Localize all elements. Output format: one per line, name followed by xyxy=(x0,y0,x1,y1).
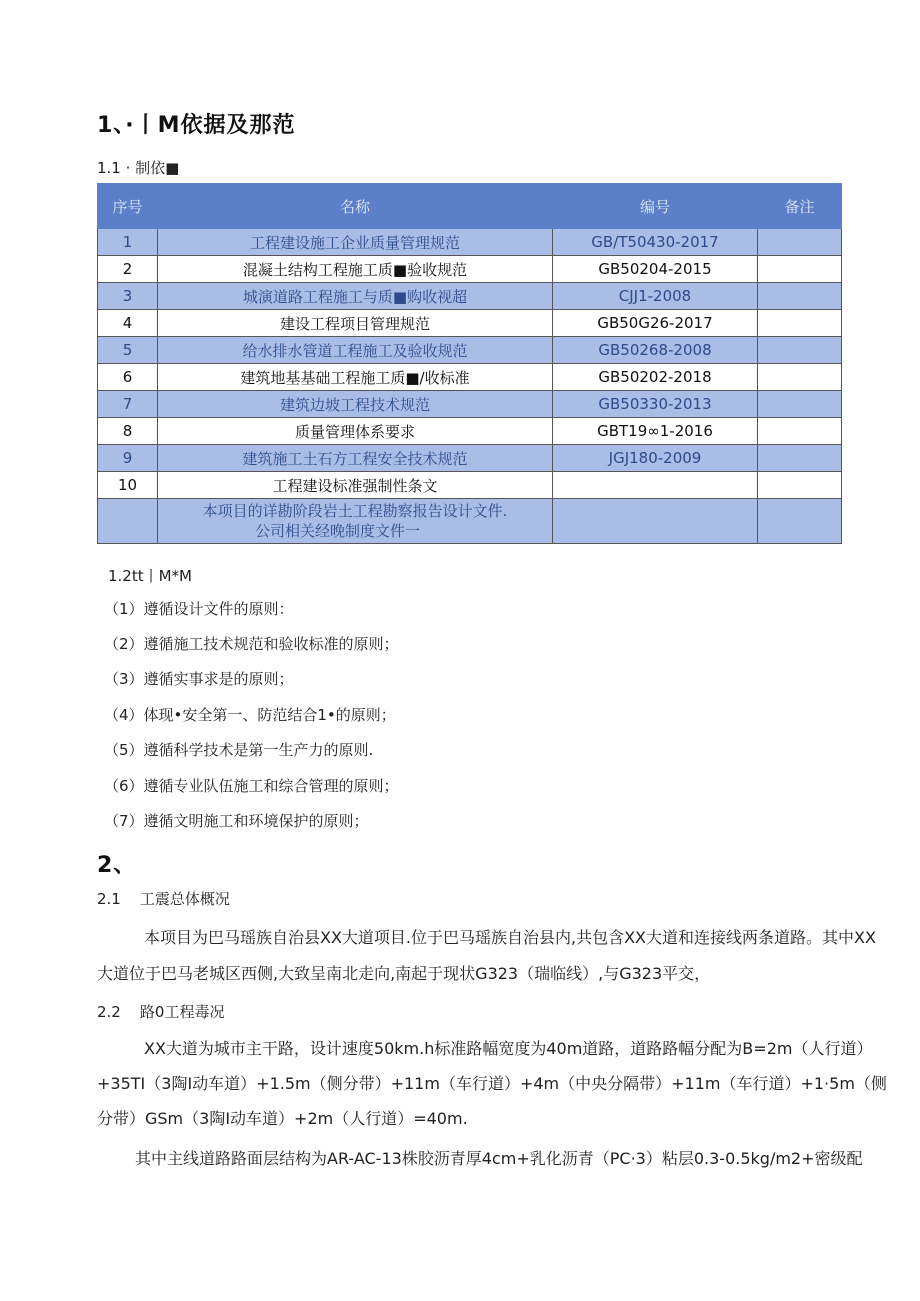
row-code: GB/T50430-2017 xyxy=(553,229,758,256)
row-name: 混凝土结构工程施工质■验收规范 xyxy=(158,256,553,283)
row-note xyxy=(758,499,842,544)
last-row-line1: 本项目的详勘阶段岩土工程勘察报告设计文件. xyxy=(202,502,508,520)
principle-7: （7）遵循文明施工和环境保护的原则； xyxy=(104,812,369,830)
row-code xyxy=(553,499,758,544)
row-code: GB50G26-2017 xyxy=(553,310,758,337)
section1-title: 1、·丨M依据及那范 xyxy=(97,113,296,138)
principle-6: （6）遵循专业队伍施工和综合管理的原则； xyxy=(104,777,399,795)
row-code: GB50202-2018 xyxy=(553,364,758,391)
table-row xyxy=(98,337,842,364)
row-note xyxy=(758,391,842,418)
principle-1: （1）遵循设计文件的原则： xyxy=(104,600,294,618)
row-no: 10 xyxy=(98,472,158,499)
section2-title: 2、 xyxy=(97,853,137,878)
para3-line1: 其中主线道路路面层结构为AR-AC-13株胶沥青厚4cm+乳化沥青（PC·3）粘层0.3-0.5kg∕m2+密级配 xyxy=(135,1149,863,1168)
table-row xyxy=(98,445,842,472)
row-no: 9 xyxy=(98,445,158,472)
row-note xyxy=(758,472,842,499)
row-note xyxy=(758,337,842,364)
table-row xyxy=(98,472,842,499)
row-code xyxy=(553,472,758,499)
row-no: 5 xyxy=(98,337,158,364)
row-code: JGJ180-2009 xyxy=(553,445,758,472)
para2-line3: 分带）GSm（3陶I动车道）+2m（人行道）=40m. xyxy=(97,1109,468,1128)
table-row xyxy=(98,364,842,391)
row-name: 工程建设施工企业质量管理规范 xyxy=(158,229,553,256)
header-code: 编号 xyxy=(553,184,758,229)
para1-line1: 本项目为巴马瑶族自治县XX大道项目.位于巴马瑶族自治县内,共包含XX大道和连接线两条道路。其中XX xyxy=(144,928,876,947)
row-note xyxy=(758,364,842,391)
row-name: 工程建设标准强制性条文 xyxy=(158,472,553,499)
table-row xyxy=(98,256,842,283)
row-code: GB50330-2013 xyxy=(553,391,758,418)
row-note xyxy=(758,310,842,337)
header-no: 序号 xyxy=(98,184,158,229)
row-code: CJJ1-2008 xyxy=(553,283,758,310)
principle-4: （4）体现•安全第一、防范结合1•的原则； xyxy=(104,706,396,724)
row-name: 城演道路工程施工与质■购收视超 xyxy=(158,283,553,310)
principle-3: （3）遵循实事求是的原则； xyxy=(104,670,294,688)
row-name: 建筑施工土石方工程安全技术规范 xyxy=(158,445,553,472)
table-header-row xyxy=(98,184,842,229)
section2-sub1: 2.1 工震总体概况 xyxy=(97,890,230,908)
row-code: GB50268-2008 xyxy=(553,337,758,364)
para2-line2: +35TI（3陶I动车道）+1.5m（侧分带）+11m（车行道）+4m（中央分隔带）+11m（车行道）+1·5m（侧 xyxy=(97,1074,887,1093)
row-code: GB50204-2015 xyxy=(553,256,758,283)
row-no: 2 xyxy=(98,256,158,283)
section2-sub2: 2.2 路0工程毒况 xyxy=(97,1003,225,1021)
row-name: 质量管理体系要求 xyxy=(158,418,553,445)
row-name: 建筑地基基础工程施工质■/收标准 xyxy=(158,364,553,391)
section1-sub2: 1.2tt丨M*M xyxy=(108,567,193,585)
row-name: 建筑边坡工程技术规范 xyxy=(158,391,553,418)
row-no: 1 xyxy=(98,229,158,256)
para2-line1: XX大道为城市主干路，设计速度50km.h标准路幅宽度为40m道路，道路路幅分配为B=2m（人行道） xyxy=(144,1039,873,1058)
row-note xyxy=(758,229,842,256)
row-note xyxy=(758,283,842,310)
row-no xyxy=(98,499,158,544)
para1-line2: 大道位于巴马老城区西侧,大致呈南北走向,南起于现状G323（瑞临线）,与G323平交， xyxy=(97,964,711,983)
header-name: 名称 xyxy=(158,184,553,229)
table-row xyxy=(98,310,842,337)
principle-5: （5）遵循科学技术是第一生产力的原则. xyxy=(104,741,374,759)
row-note xyxy=(758,445,842,472)
row-note xyxy=(758,256,842,283)
row-no: 8 xyxy=(98,418,158,445)
last-row-line2: 公司相关经晚制度文件一 xyxy=(255,522,421,540)
table-row xyxy=(98,391,842,418)
table-row xyxy=(98,283,842,310)
table-row xyxy=(98,418,842,445)
row-no: 4 xyxy=(98,310,158,337)
reference-table xyxy=(97,183,842,544)
row-note xyxy=(758,418,842,445)
row-name-multiline xyxy=(158,499,553,544)
row-no: 7 xyxy=(98,391,158,418)
principle-2: （2）遵循施工技术规范和验收标准的原则； xyxy=(104,635,399,653)
row-code: GBT19∞1-2016 xyxy=(553,418,758,445)
row-no: 3 xyxy=(98,283,158,310)
row-no: 6 xyxy=(98,364,158,391)
row-name: 给水排水管道工程施工及验收规范 xyxy=(158,337,553,364)
header-note: 备注 xyxy=(758,184,842,229)
table-row-last xyxy=(98,499,842,544)
row-name: 建设工程项目管理规范 xyxy=(158,310,553,337)
section1-sub1: 1.1 · 制依■ xyxy=(97,159,180,177)
table-row xyxy=(98,229,842,256)
